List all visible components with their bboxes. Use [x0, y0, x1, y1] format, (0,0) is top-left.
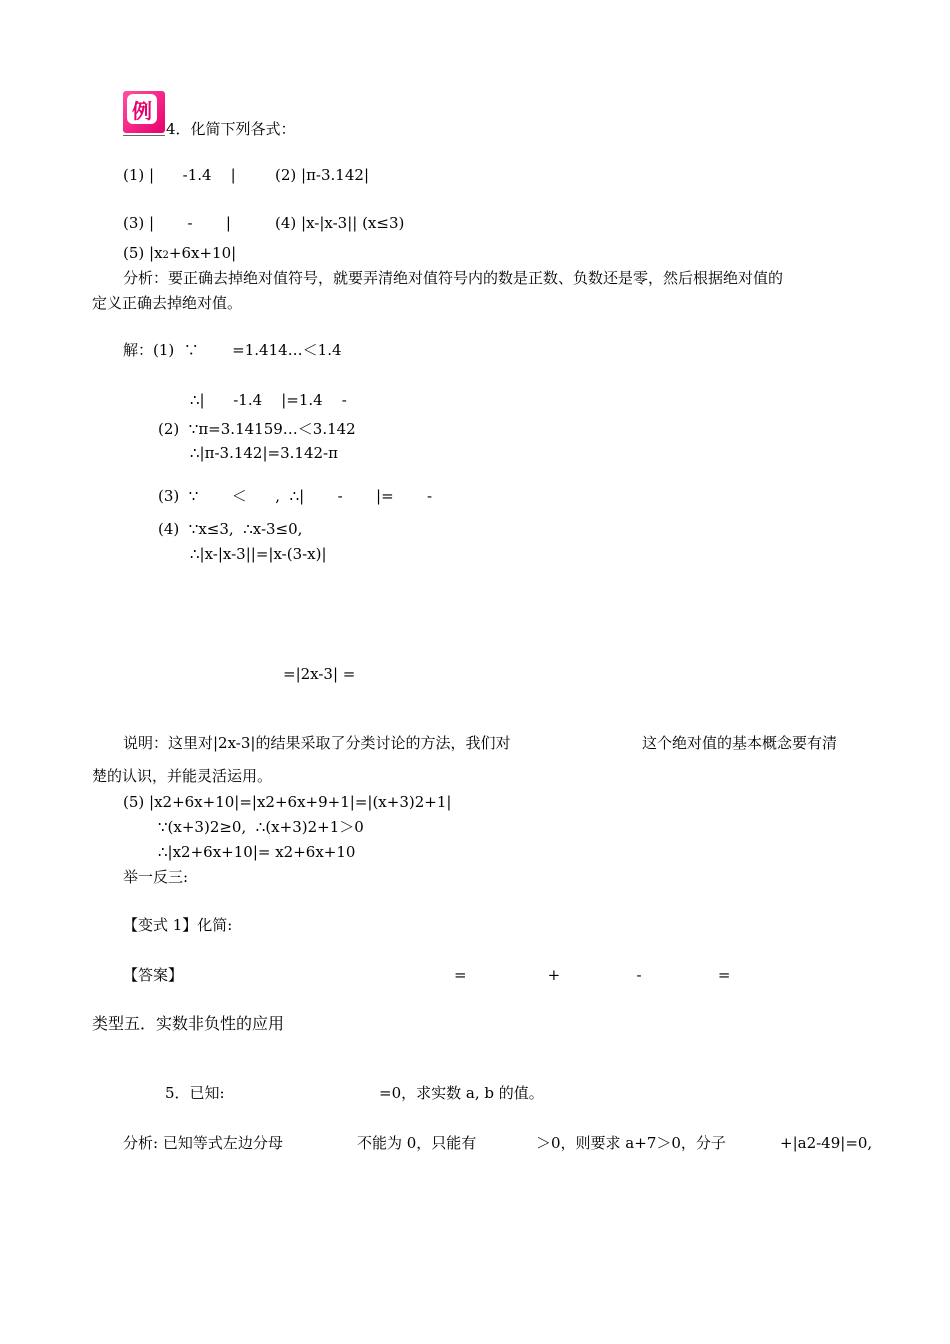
example4-title: 4．化简下列各式： — [166, 120, 296, 138]
example4-item1: (1) | -1.4 | — [123, 166, 236, 184]
note-line1a: 说明：这里对|2x-3|的结果采取了分类讨论的方法，我们对 — [123, 734, 511, 752]
example5-label: 5．已知: — [165, 1084, 225, 1102]
analysis5-b: 不能为 0，只能有 — [357, 1134, 477, 1152]
example4-item4: (4) |x-|x-3|| (x≤3) — [275, 214, 405, 232]
example4-item3: (3) | - | — [123, 214, 231, 232]
analysis5-c: ＞0，则要求 a+7＞0，分子 — [536, 1134, 726, 1152]
example4-item5 — [123, 243, 236, 266]
solution-2b: ∴|π-3.142|=3.142-π — [190, 444, 338, 462]
example-badge-icon — [123, 91, 165, 133]
solution5-line3: ∴|x2+6x+10|= x2+6x+10 — [158, 843, 356, 861]
note-line1b: 这个绝对值的基本概念要有清 — [642, 734, 838, 752]
item5-part-a: (5) |x — [123, 244, 163, 262]
solution-4a: (4) ∵x≤3, ∴x-3≤0, — [158, 520, 303, 538]
analysis5-d: +|a2-49|=0, — [780, 1134, 873, 1152]
badge-underline — [123, 135, 165, 136]
solution-3: (3) ∵ ＜ , ∴| - |= - — [158, 487, 433, 505]
example-badge-label: 例 — [127, 94, 157, 124]
analysis-line1: 分析：要正确去掉绝对值符号，就要弄清绝对值符号内的数是正数、负数还是零，然后根据绝对值的 — [123, 269, 784, 287]
solution-2a: (2) ∵π=3.14159…＜3.142 — [158, 420, 356, 438]
answer-label: 【答案】 — [123, 966, 184, 984]
solution5-line2: ∵(x+3)2≥0, ∴(x+3)2+1＞0 — [158, 818, 364, 836]
example5-tail: =0，求实数 a, b 的值。 — [379, 1084, 544, 1102]
variant1-label: 【变式 1】化简: — [123, 916, 233, 934]
analysis5-a: 分析: 已知等式左边分母 — [123, 1134, 283, 1152]
solution-4c: =|2x-3| = — [283, 665, 356, 683]
analysis-line2: 定义正确去掉绝对值。 — [92, 294, 243, 312]
practice-label: 举一反三: — [123, 868, 189, 886]
item5-part-b: +6x+10| — [168, 244, 237, 262]
solution-1a: 解：(1) ∵ =1.414…＜1.4 — [123, 341, 342, 359]
solution5-line1: (5) |x2+6x+10|=|x2+6x+9+1|=|(x+3)2+1| — [123, 793, 452, 811]
example4-item2: (2) |π-3.142| — [275, 166, 369, 184]
solution-1b: ∴| -1.4 |=1.4 - — [190, 391, 347, 409]
type5-heading: 类型五．实数非负性的应用 — [92, 1014, 285, 1033]
note-line2: 楚的认识，并能灵活运用。 — [92, 767, 273, 785]
item5-exp: 2 — [162, 250, 169, 261]
answer-equation: = + - = — [454, 966, 731, 984]
solution-4b: ∴|x-|x-3||=|x-(3-x)| — [190, 545, 327, 563]
